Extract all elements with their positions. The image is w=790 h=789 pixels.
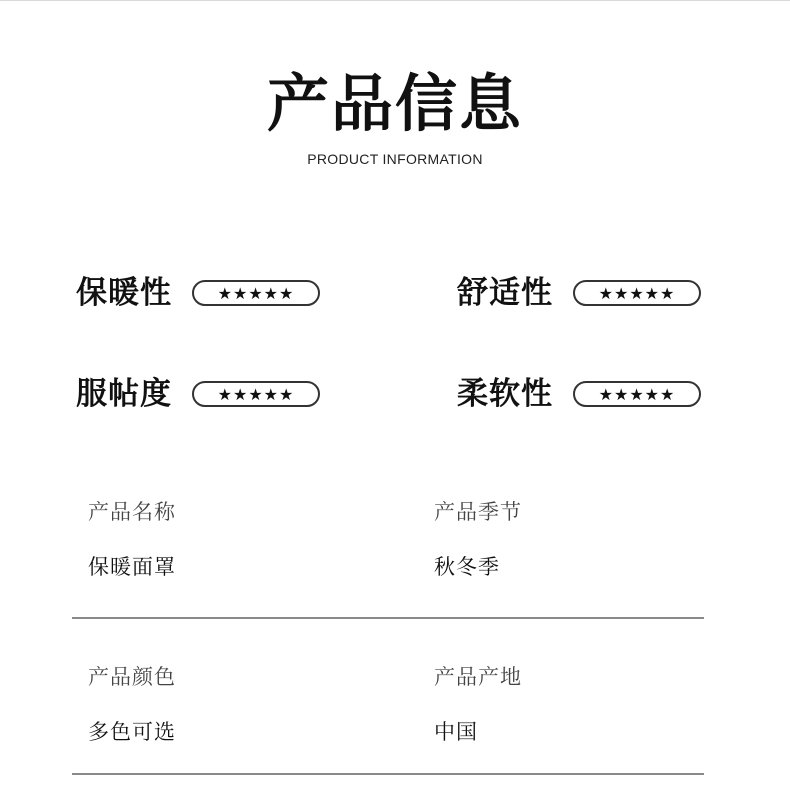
- info-label-origin: 产品产地: [434, 665, 522, 689]
- info-value-season: 秋冬季: [434, 555, 500, 579]
- info-label-product-name: 产品名称: [88, 500, 176, 524]
- rating-label: 保暖性: [76, 275, 172, 311]
- rating-label: 服帖度: [76, 376, 172, 412]
- divider: [72, 773, 704, 775]
- rating-warmth: [76, 273, 320, 313]
- info-value-origin: 中国: [434, 720, 478, 744]
- page-subtitle: PRODUCT INFORMATION: [307, 151, 483, 167]
- star-rating-badge: ★★★★★: [573, 381, 701, 407]
- rating-fit: [76, 374, 320, 414]
- rating-label: 舒适性: [457, 275, 553, 311]
- page-title: 产品信息: [266, 67, 523, 140]
- info-label-color: 产品颜色: [88, 665, 176, 689]
- info-value-product-name: 保暖面罩: [88, 555, 176, 579]
- top-border: [0, 0, 790, 1]
- star-rating-badge: ★★★★★: [573, 280, 701, 306]
- info-value-color: 多色可选: [88, 720, 176, 744]
- rating-comfort: [457, 273, 701, 313]
- star-rating-badge: ★★★★★: [192, 280, 320, 306]
- rating-label: 柔软性: [457, 376, 553, 412]
- star-rating-badge: ★★★★★: [192, 381, 320, 407]
- divider: [72, 617, 704, 619]
- rating-softness: [457, 374, 701, 414]
- info-label-season: 产品季节: [434, 500, 522, 524]
